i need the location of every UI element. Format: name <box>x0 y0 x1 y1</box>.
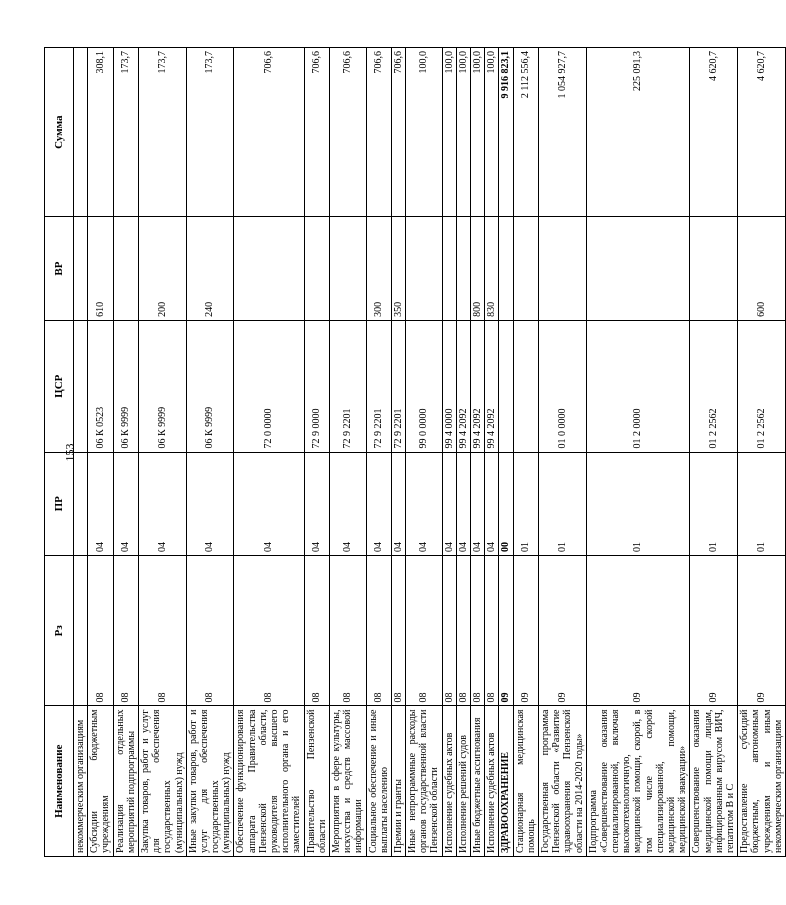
cell-sum: 9 916 823,1 <box>499 48 513 217</box>
cell-pr: 01 <box>513 452 538 555</box>
table-row <box>690 48 738 857</box>
cell-rz: 08 <box>234 556 304 707</box>
header-name: Наименование <box>45 706 74 857</box>
cell-csr: 06 К 0523 <box>88 320 113 452</box>
cell-name: Совершенствование оказания медицинской помощи лицам, инфицированным вирусом ВИЧ, гепатитом В и С <box>690 706 738 857</box>
cell-sum: 173,7 <box>186 48 234 217</box>
table-row <box>442 48 456 857</box>
cell-csr: 99 4 0000 <box>442 320 456 452</box>
cell-sum: 100,0 <box>442 48 456 217</box>
cell-name: Обеспечение функционирования аппарата Правительства Пензенской области, руководителя высшего исполнительного органа и его заместителей <box>234 706 304 857</box>
cell-pr: 01 <box>690 452 738 555</box>
cell-name: Исполнение решений судов <box>456 706 470 857</box>
table-row <box>499 48 513 857</box>
cell-rz: 09 <box>586 556 690 707</box>
cell-rz: 08 <box>304 556 329 707</box>
cell-pr: 04 <box>456 452 470 555</box>
cell-vr <box>513 217 538 320</box>
cell-sum: 225 091,3 <box>586 48 690 217</box>
table-row <box>186 48 234 857</box>
cell-rz: 08 <box>138 556 186 707</box>
cell-vr <box>538 217 586 320</box>
table-row <box>329 48 366 857</box>
cell-rz <box>74 556 88 707</box>
cell-vr <box>113 217 138 320</box>
table-row <box>304 48 329 857</box>
cell-rz: 08 <box>471 556 485 707</box>
table-row <box>485 48 499 857</box>
table-row <box>113 48 138 857</box>
cell-vr <box>304 217 329 320</box>
cell-sum: 4 620,7 <box>738 48 786 217</box>
cell-csr: 72 9 2201 <box>366 320 391 452</box>
cell-name: ЗДРАВООХРАНЕНИЕ <box>499 706 513 857</box>
table-row <box>586 48 690 857</box>
cell-csr: 99 4 2092 <box>485 320 499 452</box>
cell-sum: 706,6 <box>234 48 304 217</box>
cell-vr: 350 <box>391 217 405 320</box>
cell-sum: 706,6 <box>366 48 391 217</box>
cell-sum: 706,6 <box>304 48 329 217</box>
cell-name: Исполнение судебных актов <box>442 706 456 857</box>
cell-csr: 99 4 2092 <box>456 320 470 452</box>
cell-sum: 308,1 <box>88 48 113 217</box>
cell-csr: 01 2 0000 <box>586 320 690 452</box>
cell-pr: 04 <box>406 452 443 555</box>
cell-name: некоммерческим организациям <box>74 706 88 857</box>
table-row <box>88 48 113 857</box>
table-row <box>74 48 88 857</box>
cell-pr: 04 <box>138 452 186 555</box>
cell-sum: 4 620,7 <box>690 48 738 217</box>
cell-csr: 72 9 2201 <box>329 320 366 452</box>
cell-sum <box>74 48 88 217</box>
cell-vr: 610 <box>88 217 113 320</box>
cell-pr: 00 <box>499 452 513 555</box>
cell-vr <box>499 217 513 320</box>
cell-name: Закупка товаров, работ и услуг для обеспечения государственных (муниципальных) нужд <box>138 706 186 857</box>
cell-csr: 06 К 9999 <box>186 320 234 452</box>
cell-csr: 01 2 2562 <box>738 320 786 452</box>
table-row <box>406 48 443 857</box>
cell-sum: 173,7 <box>138 48 186 217</box>
cell-pr: 04 <box>304 452 329 555</box>
cell-rz: 08 <box>88 556 113 707</box>
cell-csr: 01 0 0000 <box>538 320 586 452</box>
cell-vr <box>690 217 738 320</box>
table-row <box>538 48 586 857</box>
cell-pr: 04 <box>186 452 234 555</box>
cell-sum: 100,0 <box>406 48 443 217</box>
cell-rz: 08 <box>366 556 391 707</box>
cell-csr: 99 4 2092 <box>471 320 485 452</box>
table-header-row <box>45 48 74 857</box>
cell-pr: 04 <box>442 452 456 555</box>
cell-rz: 09 <box>538 556 586 707</box>
cell-name: Предоставление субсидий бюджетным, автономным учреждениям и иным некоммерческим организациям <box>738 706 786 857</box>
cell-pr: 04 <box>471 452 485 555</box>
table-row <box>471 48 485 857</box>
table-row <box>391 48 405 857</box>
cell-name: Подпрограмма «Совершенствование оказания специализированной, включая высокотехнологичную, медицинской помощи, скорой, в том числе скорой специализированной, медицинской помощи, медицинской эвакуации» <box>586 706 690 857</box>
cell-name: Иные бюджетные ассигнования <box>471 706 485 857</box>
cell-csr <box>499 320 513 452</box>
cell-rz: 09 <box>738 556 786 707</box>
cell-rz: 08 <box>485 556 499 707</box>
cell-csr: 99 0 0000 <box>406 320 443 452</box>
cell-sum: 706,6 <box>391 48 405 217</box>
cell-vr: 240 <box>186 217 234 320</box>
cell-pr: 04 <box>234 452 304 555</box>
cell-pr: 04 <box>88 452 113 555</box>
cell-rz: 09 <box>499 556 513 707</box>
cell-pr: 04 <box>391 452 405 555</box>
cell-csr <box>513 320 538 452</box>
header-vr: ВР <box>45 217 74 320</box>
cell-name: Социальное обеспечение и иные выплаты населению <box>366 706 391 857</box>
cell-vr <box>406 217 443 320</box>
cell-pr: 04 <box>485 452 499 555</box>
cell-vr: 800 <box>471 217 485 320</box>
table-body <box>74 48 786 857</box>
cell-pr <box>74 452 88 555</box>
cell-rz: 09 <box>513 556 538 707</box>
cell-name: Исполнение судебных актов <box>485 706 499 857</box>
cell-vr <box>456 217 470 320</box>
table-row <box>456 48 470 857</box>
cell-name: Премии и гранты <box>391 706 405 857</box>
table-row <box>738 48 786 857</box>
cell-pr: 01 <box>738 452 786 555</box>
header-sum: Сумма <box>45 48 74 217</box>
cell-rz: 08 <box>391 556 405 707</box>
cell-name: Реализация отдельных мероприятий подпрограммы <box>113 706 138 857</box>
cell-name: Иные закупки товаров, работ и услуг для обеспечения государственных (муниципальных) нужд <box>186 706 234 857</box>
table-row <box>138 48 186 857</box>
table-row <box>366 48 391 857</box>
cell-vr: 600 <box>738 217 786 320</box>
cell-vr <box>586 217 690 320</box>
cell-sum: 100,0 <box>456 48 470 217</box>
table-row <box>234 48 304 857</box>
cell-sum: 100,0 <box>471 48 485 217</box>
cell-vr: 830 <box>485 217 499 320</box>
cell-sum: 100,0 <box>485 48 499 217</box>
cell-name: Правительство Пензенской области <box>304 706 329 857</box>
cell-csr: 06 К 9999 <box>113 320 138 452</box>
cell-rz: 08 <box>329 556 366 707</box>
table-row <box>513 48 538 857</box>
cell-sum: 1 054 927,7 <box>538 48 586 217</box>
cell-pr: 01 <box>586 452 690 555</box>
header-pr: ПР <box>45 452 74 555</box>
cell-rz: 09 <box>690 556 738 707</box>
cell-sum: 706,6 <box>329 48 366 217</box>
cell-csr: 01 2 2562 <box>690 320 738 452</box>
cell-vr <box>442 217 456 320</box>
cell-csr: 72 9 0000 <box>304 320 329 452</box>
budget-table-container <box>44 47 784 857</box>
cell-pr: 04 <box>113 452 138 555</box>
cell-vr: 300 <box>366 217 391 320</box>
cell-rz: 08 <box>442 556 456 707</box>
cell-csr: 06 К 9999 <box>138 320 186 452</box>
cell-name: Иные непрограммные расходы органов государственной власти Пензенской области <box>406 706 443 857</box>
header-csr: ЦСР <box>45 320 74 452</box>
cell-rz: 08 <box>456 556 470 707</box>
cell-name: Стационарная медицинская помощь <box>513 706 538 857</box>
cell-vr <box>329 217 366 320</box>
cell-name: Государственная программа Пензенской области «Развитие здравоохранения Пензенской области на 2014-2020 годы» <box>538 706 586 857</box>
cell-vr <box>74 217 88 320</box>
budget-table <box>44 47 786 857</box>
cell-vr: 200 <box>138 217 186 320</box>
page-number-text: 153 <box>62 443 77 462</box>
cell-pr: 01 <box>538 452 586 555</box>
cell-csr: 72 0 0000 <box>234 320 304 452</box>
cell-pr: 04 <box>329 452 366 555</box>
cell-pr: 04 <box>366 452 391 555</box>
cell-sum: 2 112 556,4 <box>513 48 538 217</box>
cell-name: Субсидии бюджетным учреждениям <box>88 706 113 857</box>
cell-rz: 08 <box>113 556 138 707</box>
header-rz: Рз <box>45 556 74 707</box>
cell-name: Мероприятия в сфере культуры, искусства и средств массовой информации <box>329 706 366 857</box>
cell-csr: 72 9 2201 <box>391 320 405 452</box>
cell-rz: 08 <box>186 556 234 707</box>
cell-sum: 173,7 <box>113 48 138 217</box>
cell-csr <box>74 320 88 452</box>
cell-vr <box>234 217 304 320</box>
cell-rz: 08 <box>406 556 443 707</box>
